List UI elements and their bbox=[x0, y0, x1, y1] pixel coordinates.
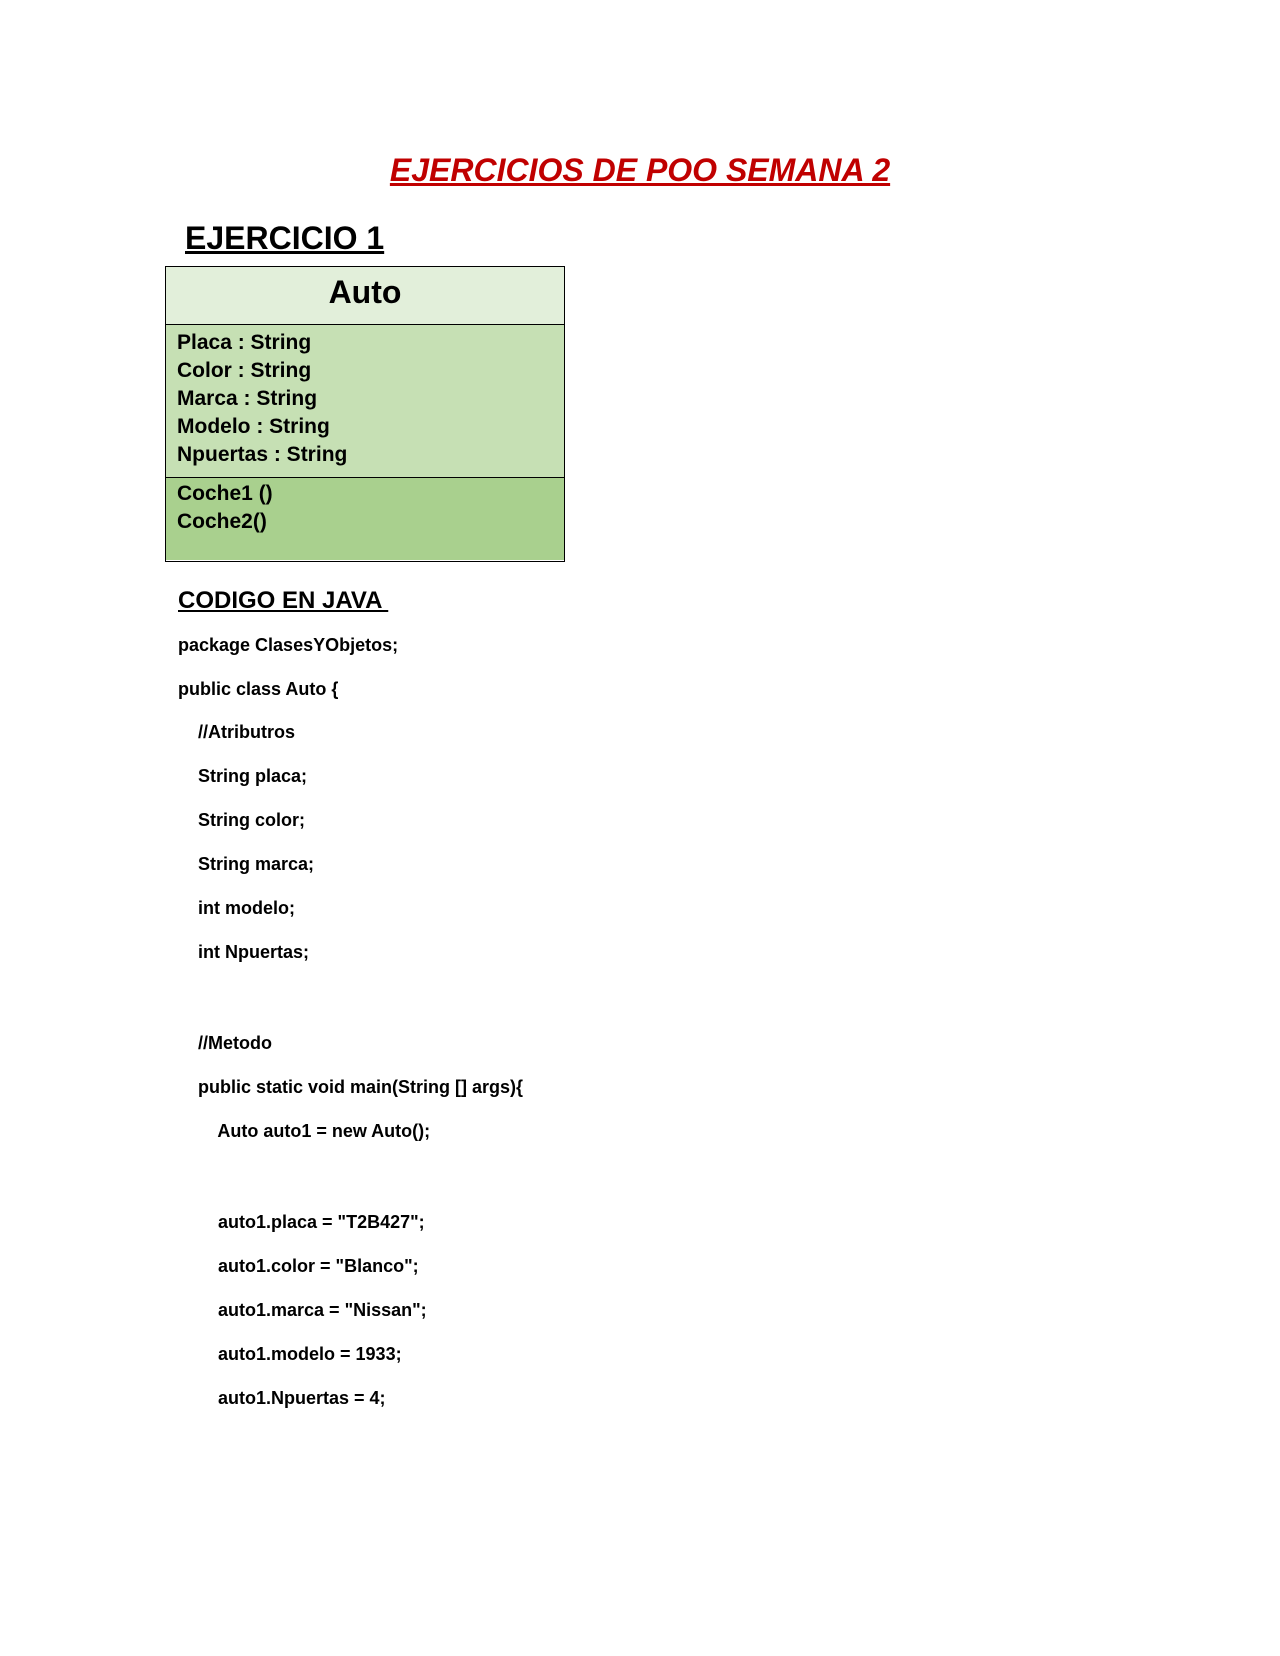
exercise-heading: EJERCICIO 1 bbox=[185, 220, 385, 256]
code-line: package ClasesYObjetos; bbox=[178, 635, 399, 655]
code-line: String color; bbox=[178, 810, 306, 830]
code-line: auto1.marca = "Nissan"; bbox=[178, 1300, 427, 1320]
uml-method: Coche2() bbox=[177, 510, 267, 533]
code-line: //Atributros bbox=[178, 722, 295, 742]
code-line: auto1.modelo = 1933; bbox=[178, 1344, 402, 1364]
uml-class-name: Auto bbox=[166, 267, 564, 325]
uml-method: Coche1 () bbox=[177, 482, 273, 505]
code-line: auto1.Npuertas = 4; bbox=[178, 1388, 386, 1408]
code-line: String placa; bbox=[178, 766, 308, 786]
uml-attribute: Modelo : String bbox=[177, 415, 330, 438]
code-line: int modelo; bbox=[178, 898, 295, 918]
code-line: auto1.placa = "T2B427"; bbox=[178, 1212, 425, 1232]
code-block bbox=[178, 0, 878, 1656]
page-title: EJERCICIOS DE POO SEMANA 2 bbox=[389, 152, 891, 188]
code-line: public class Auto { bbox=[178, 679, 339, 699]
code-heading: CODIGO EN JAVA bbox=[178, 587, 389, 614]
uml-attribute: Marca : String bbox=[177, 387, 318, 410]
code-line: public static void main(String [] args){ bbox=[178, 1077, 524, 1097]
code-line: auto1.color = "Blanco"; bbox=[178, 1256, 419, 1276]
uml-attribute: Npuertas : String bbox=[177, 443, 348, 466]
uml-attribute: Placa : String bbox=[177, 331, 312, 354]
uml-attribute: Color : String bbox=[177, 359, 312, 382]
code-line: //Metodo bbox=[178, 1033, 272, 1053]
code-line: Auto auto1 = new Auto(); bbox=[178, 1121, 431, 1141]
code-line: int Npuertas; bbox=[178, 942, 310, 962]
code-line: String marca; bbox=[178, 854, 315, 874]
